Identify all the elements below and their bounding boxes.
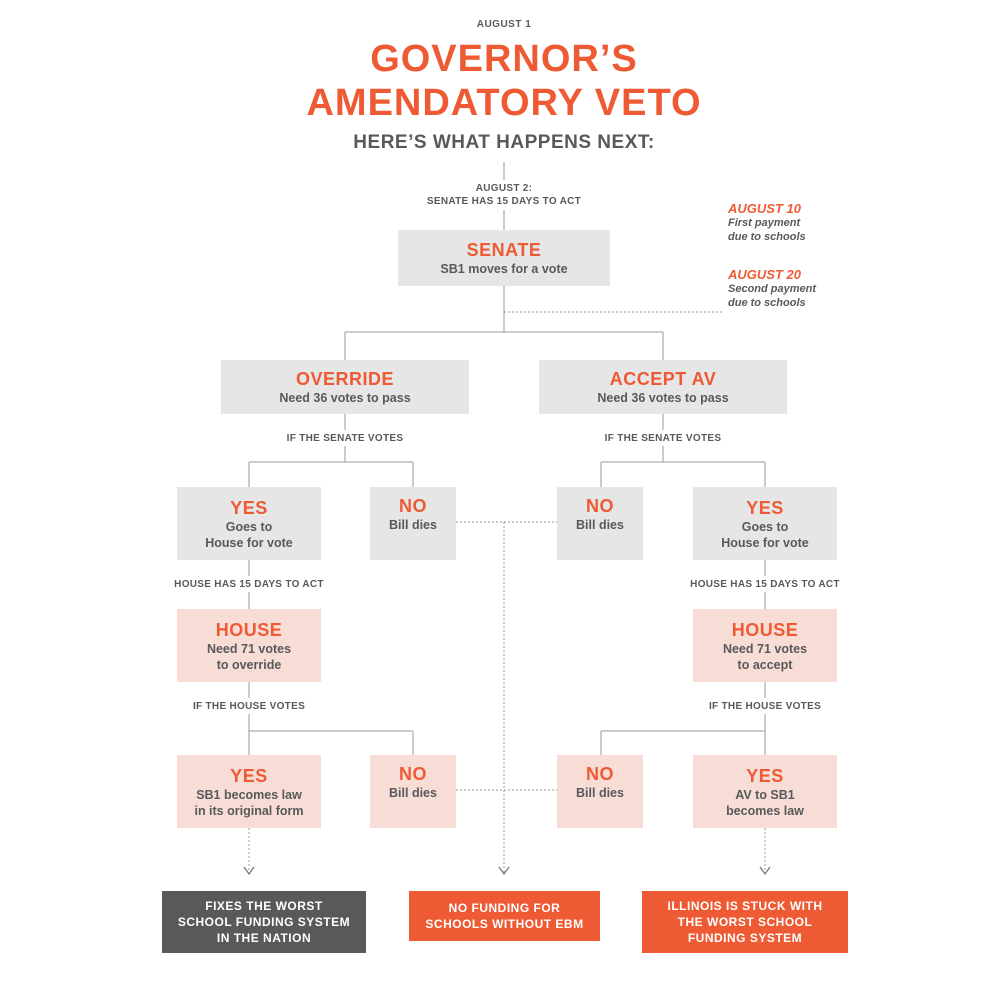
outcome-text: FUNDING SYSTEM xyxy=(687,931,803,945)
outcome-no-funding xyxy=(409,891,600,941)
label-if-senate-votes-left: IF THE SENATE VOTES xyxy=(286,433,404,444)
house-text: Need 71 votes xyxy=(722,641,808,656)
no-text: Bill dies xyxy=(389,786,437,800)
override-box xyxy=(221,360,469,414)
outcome-fixes-worst-system xyxy=(162,891,366,953)
yes-text: AV to SB1 xyxy=(735,787,795,802)
no-heading: NO xyxy=(399,764,427,784)
yes-text: Goes to xyxy=(225,519,273,534)
yes-heading: YES xyxy=(746,765,784,786)
no-heading: NO xyxy=(586,496,614,516)
outcome-text: IN THE NATION xyxy=(216,931,312,945)
override-heading: OVERRIDE xyxy=(295,369,395,389)
outcome-text: THE WORST SCHOOL xyxy=(677,915,813,929)
no-heading: NO xyxy=(586,764,614,784)
house-accept-box xyxy=(693,609,837,682)
senate-heading: SENATE xyxy=(466,240,542,260)
yes-heading: YES xyxy=(746,497,784,518)
yes-text: in its original form xyxy=(194,803,304,818)
side-note-date: AUGUST 20 xyxy=(728,267,801,282)
accept-av-box xyxy=(539,360,787,414)
house-text: Need 71 votes xyxy=(206,641,292,656)
label-house-15-days-left: HOUSE HAS 15 DAYS TO ACT xyxy=(174,579,324,590)
side-note-line: due to schools xyxy=(728,231,806,243)
outcome-text: SCHOOL FUNDING SYSTEM xyxy=(177,915,351,929)
accept-av-heading: ACCEPT AV xyxy=(609,369,717,389)
senate-yes-left-box xyxy=(177,487,321,560)
side-note-line: First payment xyxy=(728,217,801,229)
start-date: AUGUST 2: xyxy=(475,183,533,194)
senate-box xyxy=(398,230,610,286)
override-text: Need 36 votes to pass xyxy=(279,391,411,405)
header-date: AUGUST 1 xyxy=(476,19,532,30)
title-line-1: GOVERNOR’S xyxy=(370,38,638,80)
outcome-text: SCHOOLS WITHOUT EBM xyxy=(425,917,584,931)
title-line-2: AMENDATORY VETO xyxy=(306,82,702,124)
house-yes-left-box xyxy=(177,755,321,828)
yes-text: House for vote xyxy=(205,535,293,550)
label-if-house-votes-left: IF THE HOUSE VOTES xyxy=(192,701,306,712)
house-yes-right-box xyxy=(693,755,837,828)
yes-text: House for vote xyxy=(721,535,809,550)
yes-heading: YES xyxy=(230,497,268,518)
outcome-text: ILLINOIS IS STUCK WITH xyxy=(667,899,823,913)
yes-heading: YES xyxy=(230,765,268,786)
house-heading: HOUSE xyxy=(731,619,799,640)
house-no-left-box xyxy=(370,755,456,828)
label-if-house-votes-right: IF THE HOUSE VOTES xyxy=(708,701,822,712)
outcome-text: NO FUNDING FOR xyxy=(448,901,561,915)
house-text: to override xyxy=(216,657,282,672)
no-heading: NO xyxy=(399,496,427,516)
house-heading: HOUSE xyxy=(215,619,283,640)
yes-text: SB1 becomes law xyxy=(196,787,302,802)
outcome-text: FIXES THE WORST xyxy=(205,899,323,913)
house-text: to accept xyxy=(737,657,793,672)
yes-text: Goes to xyxy=(741,519,789,534)
label-if-senate-votes-right: IF THE SENATE VOTES xyxy=(604,433,722,444)
no-text: Bill dies xyxy=(576,786,624,800)
house-no-right-box xyxy=(557,755,643,828)
side-note-date: AUGUST 10 xyxy=(728,201,801,216)
senate-yes-right-box xyxy=(693,487,837,560)
senate-no-left-box xyxy=(370,487,456,560)
side-note-first-payment xyxy=(728,201,806,244)
house-override-box xyxy=(177,609,321,682)
label-house-15-days-right: HOUSE HAS 15 DAYS TO ACT xyxy=(690,579,840,590)
yes-text: becomes law xyxy=(726,803,804,818)
outcome-illinois-stuck xyxy=(642,891,848,953)
side-note-line: Second payment xyxy=(728,283,817,295)
senate-no-right-box xyxy=(557,487,643,560)
accept-av-text: Need 36 votes to pass xyxy=(597,391,729,405)
no-text: Bill dies xyxy=(576,518,624,532)
side-note-line: due to schools xyxy=(728,297,806,309)
subtitle: HERE’S WHAT HAPPENS NEXT: xyxy=(353,132,655,153)
senate-text: SB1 moves for a vote xyxy=(440,262,568,276)
side-note-second-payment xyxy=(728,267,816,310)
no-text: Bill dies xyxy=(389,518,437,532)
start-note: SENATE HAS 15 DAYS TO ACT xyxy=(426,196,582,207)
